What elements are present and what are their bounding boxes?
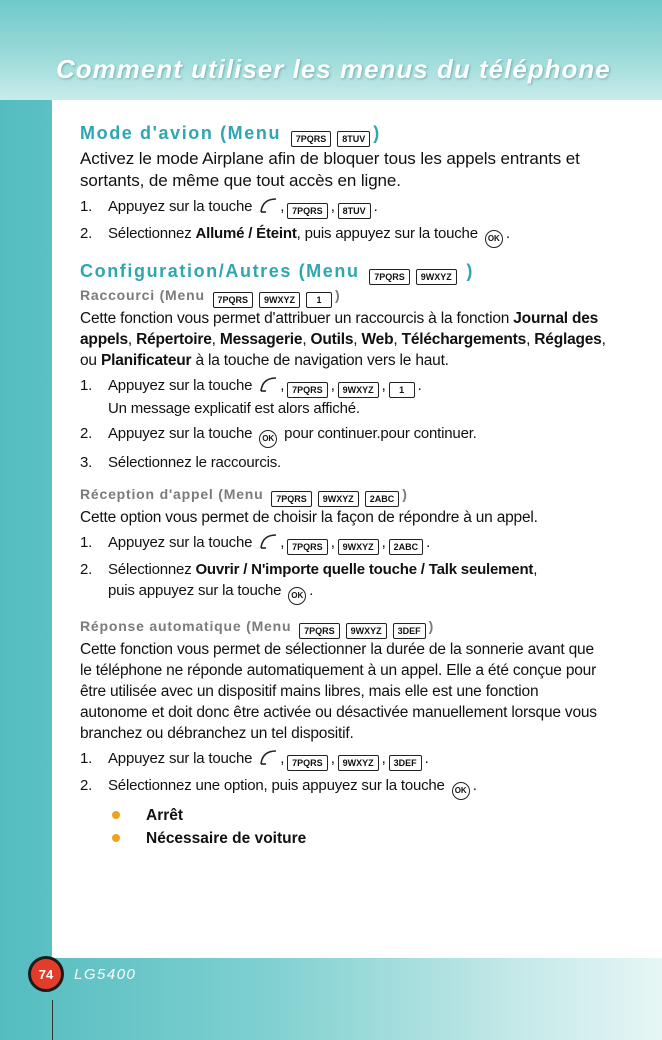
subheading-reception: Réception d'appel (Menu 7PQRS 9WXYZ 2ABC ) <box>80 483 608 505</box>
key-9-icon: 9WXYZ <box>338 755 379 771</box>
subheading-raccourci: Raccourci (Menu 7PQRS 9WXYZ 1 ) <box>80 284 608 306</box>
raccourci-step-2: 2. Appuyez sur la touche OK pour continuer.pour continuer. <box>80 423 608 448</box>
key-9-icon: 9WXYZ <box>416 269 457 285</box>
key-9-icon: 9WXYZ <box>338 539 379 555</box>
airplane-step-2: 2. Sélectionnez Allumé / Éteint, puis appuyez sur la touche OK . <box>80 223 608 248</box>
reception-description: Cette option vous permet de choisir la façon de répondre à un appel. <box>80 509 538 526</box>
raccourci-step-1: 1. Appuyez sur la touche , 7PQRS , 9WXYZ , 1 . Un message explicatif est alors affiché. <box>80 375 608 419</box>
footer <box>28 952 136 996</box>
raccourci-step-3: 3. Sélectionnez le raccourcis. <box>80 454 282 471</box>
section-heading-configuration: Configuration/Autres (Menu 7PQRS 9WXYZ ) <box>80 258 608 284</box>
key-7-icon: 7PQRS <box>299 623 340 639</box>
bullet-icon <box>112 834 120 842</box>
key-8-icon: 8TUV <box>338 203 371 219</box>
key-3-icon: 3DEF <box>389 755 422 771</box>
key-7-icon: 7PQRS <box>287 203 328 219</box>
manual-content <box>80 120 608 850</box>
key-7-icon: 7PQRS <box>369 269 410 285</box>
key-1-icon: 1 <box>389 382 415 398</box>
key-7-icon: 7PQRS <box>291 131 332 147</box>
airplane-step-1: 1. Appuyez sur la touche , 7PQRS , 8TUV . <box>80 196 608 219</box>
talk-key-icon <box>258 376 278 394</box>
page-title: Comment utiliser les menus du téléphone <box>56 54 611 84</box>
key-9-icon: 9WXYZ <box>318 491 359 507</box>
key-9-icon: 9WXYZ <box>346 623 387 639</box>
bullet-icon <box>112 811 120 819</box>
page-number-badge: 74 <box>28 956 64 992</box>
reponse-step-1: 1. Appuyez sur la touche , 7PQRS , 9WXYZ , 3DEF . <box>80 748 608 771</box>
reception-step-2: 2. Sélectionnez Ouvrir / N'importe quelle touche / Talk seulement, puis appuyez sur la touche OK . <box>80 559 608 605</box>
airplane-description: Activez le mode Airplane afin de bloquer tous les appels entrants et sortants, de même que tout accès en ligne. <box>80 149 580 190</box>
subheading-reponse-auto: Réponse automatique (Menu 7PQRS 9WXYZ 3DEF ) <box>80 615 608 637</box>
raccourci-step-1-note: Un message explicatif est alors affiché. <box>108 400 360 417</box>
ok-key-icon: OK <box>485 230 503 248</box>
key-7-icon: 7PQRS <box>287 539 328 555</box>
key-9-icon: 9WXYZ <box>259 292 300 308</box>
ok-key-icon: OK <box>259 430 277 448</box>
ok-key-icon: OK <box>288 587 306 605</box>
raccourci-description: Cette fonction vous permet d'attribuer un raccourcis à la fonction Journal des appels, Répertoire, Messagerie, Outils, Web, Téléchargements, Réglages, ou Planificateur à la touche de navigation vers le haut. <box>80 310 606 369</box>
key-7-icon: 7PQRS <box>213 292 254 308</box>
talk-key-icon <box>258 749 278 767</box>
reception-step-1: 1. Appuyez sur la touche , 7PQRS , 9WXYZ , 2ABC . <box>80 532 608 555</box>
key-3-icon: 3DEF <box>393 623 426 639</box>
header-band <box>0 0 662 100</box>
talk-key-icon <box>258 533 278 551</box>
key-7-icon: 7PQRS <box>287 382 328 398</box>
key-1-icon: 1 <box>306 292 332 308</box>
talk-key-icon <box>258 197 278 215</box>
section-heading-airplane: Mode d'avion (Menu 7PQRS 8TUV ) <box>80 120 608 146</box>
reponse-step-2: 2. Sélectionnez une option, puis appuyez sur la touche OK . <box>80 775 608 800</box>
reception-step-2-cont: puis appuyez sur la touche OK . <box>108 580 608 605</box>
key-2-icon: 2ABC <box>389 539 424 555</box>
key-9-icon: 9WXYZ <box>338 382 379 398</box>
option-arret: Arrêt <box>80 804 608 827</box>
key-8-icon: 8TUV <box>337 131 370 147</box>
key-7-icon: 7PQRS <box>287 755 328 771</box>
model-name: LG5400 <box>74 965 137 983</box>
key-2-icon: 2ABC <box>365 491 400 507</box>
footer-divider <box>52 1000 53 1040</box>
key-7-icon: 7PQRS <box>271 491 312 507</box>
ok-key-icon: OK <box>452 782 470 800</box>
option-voiture: Nécessaire de voiture <box>80 827 608 850</box>
reponse-description: Cette fonction vous permet de sélectionner la durée de la sonnerie avant que le téléphone ne réponde automatiquement à un appel. Elle a été conçue pour être utilisée avec un dispositif mains libres, mais elle est une fonction autonome et doit donc être activée ou désactivée manuellement lorsque vous branchez ou débranchez un tel dispositif. <box>80 641 597 742</box>
